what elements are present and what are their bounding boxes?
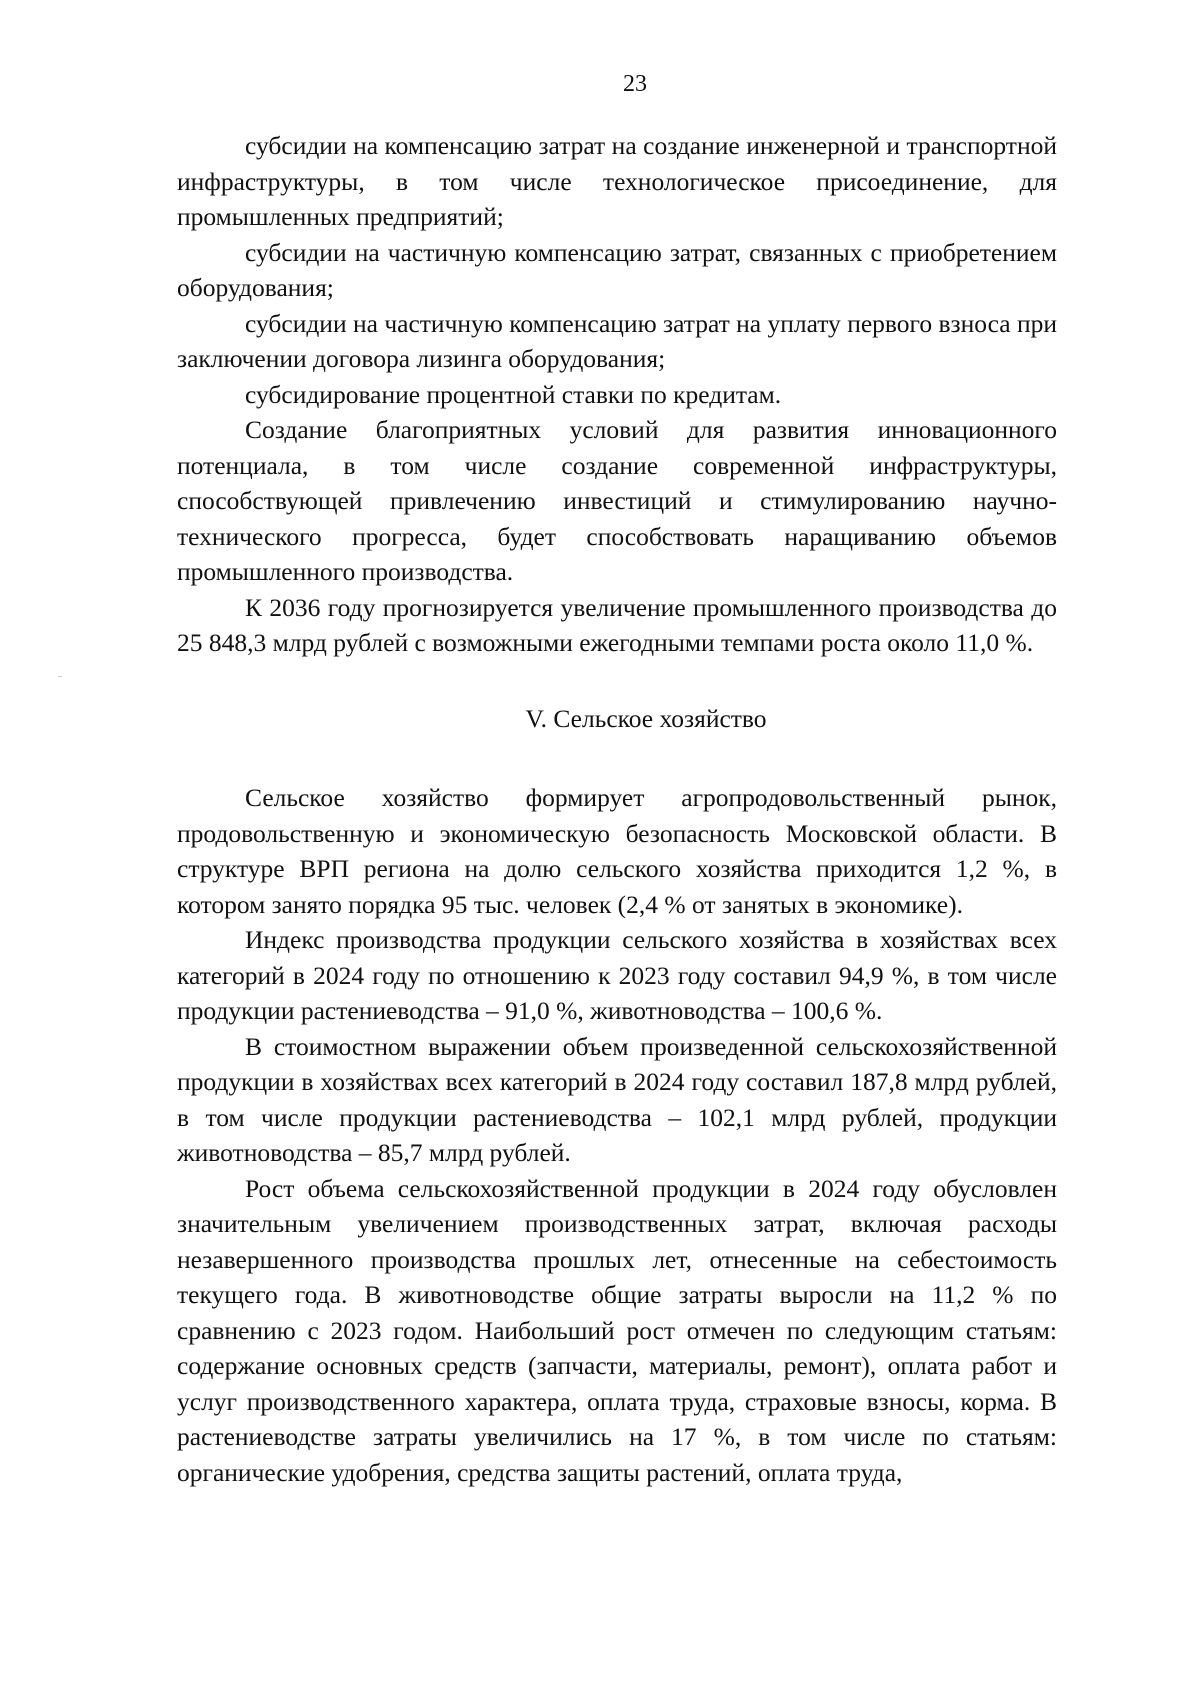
section-heading: V. Сельское хозяйство [525,703,767,733]
paragraph-subsidy-infrastructure: субсидии на компенсацию затрат на создание инженерной и транспортной инфраструктуры, в том числе технологическое присоединение, для промышленных предприятий; [177,131,1057,231]
paragraph-production-value: В стоимостном выражении объем произведенной сельскохозяйственной продукции в хозяйствах всех категорий в 2024 году составил 187,8 млрд рублей, в том числе продукции растениеводства – 102,1 млрд рублей, продукции животноводства – 85,7 млрд рублей. [177,1031,1057,1167]
paragraph-subsidy-leasing: субсидии на частичную компенсацию затрат на уплату первого взноса при заключении договора лизинга оборудования; [177,308,1057,373]
paragraph-subsidy-equipment: субсидии на частичную компенсацию затрат, связанных с приобретением оборудования; [177,237,1057,302]
paragraph-innovation: Создание благоприятных условий для развития инновационного потенциала, в том числе создание современной инфраструктуры, способствующей привлечению инвестиций и стимулированию научно-технического прогресса, будет способствовать наращиванию объемов промышленного производства. [177,415,1057,586]
page-number: 23 [623,71,647,97]
paragraph-forecast-2036: К 2036 году прогнозируется увеличение промышленного производства до 25 848,3 млрд рублей с возможными ежегодными темпами роста около 11,0 %. [177,592,1057,657]
paragraph-subsidy-interest: субсидирование процентной ставки по кредитам. [245,379,782,409]
paragraph-agriculture-overview: Сельское хозяйство формирует агропродовольственный рынок, продовольственную и экономическую безопасность Московской области. В структуре ВРП региона на долю сельского хозяйства приходится 1,2 %, в котором занято порядка 95 тыс. человек (2,4 % от занятых в экономике). [177,783,1057,919]
paragraph-production-index: Индекс производства продукции сельского хозяйства в хозяйствах всех категорий в 2024 году по отношению к 2023 году составил 94,9 %, в том числе продукции растениеводства – 91,0 %, животноводства – 100,6 %. [177,925,1057,1025]
paragraph-cost-growth: Рост объема сельскохозяйственной продукции в 2024 году обусловлен значительным увеличением производственных затрат, включая расходы незавершенного производства прошлых лет, отнесенные на себестоимость текущего года. В животноводстве общие затраты выросли на 11,2 % по сравнению с 2023 годом. Наибольший рост отмечен по следующим статьям: содержание основных средств (запчасти, материалы, ремонт), оплата работ и услуг производственного характера, оплата труда, страховые взносы, корма. В растениеводстве затраты увеличились на 17 %, в том числе по статьям: органические удобрения, средства защиты растений, оплата труда, [177,1173,1057,1487]
document-body [177,128,1057,1490]
scan-artifact [58,676,62,677]
